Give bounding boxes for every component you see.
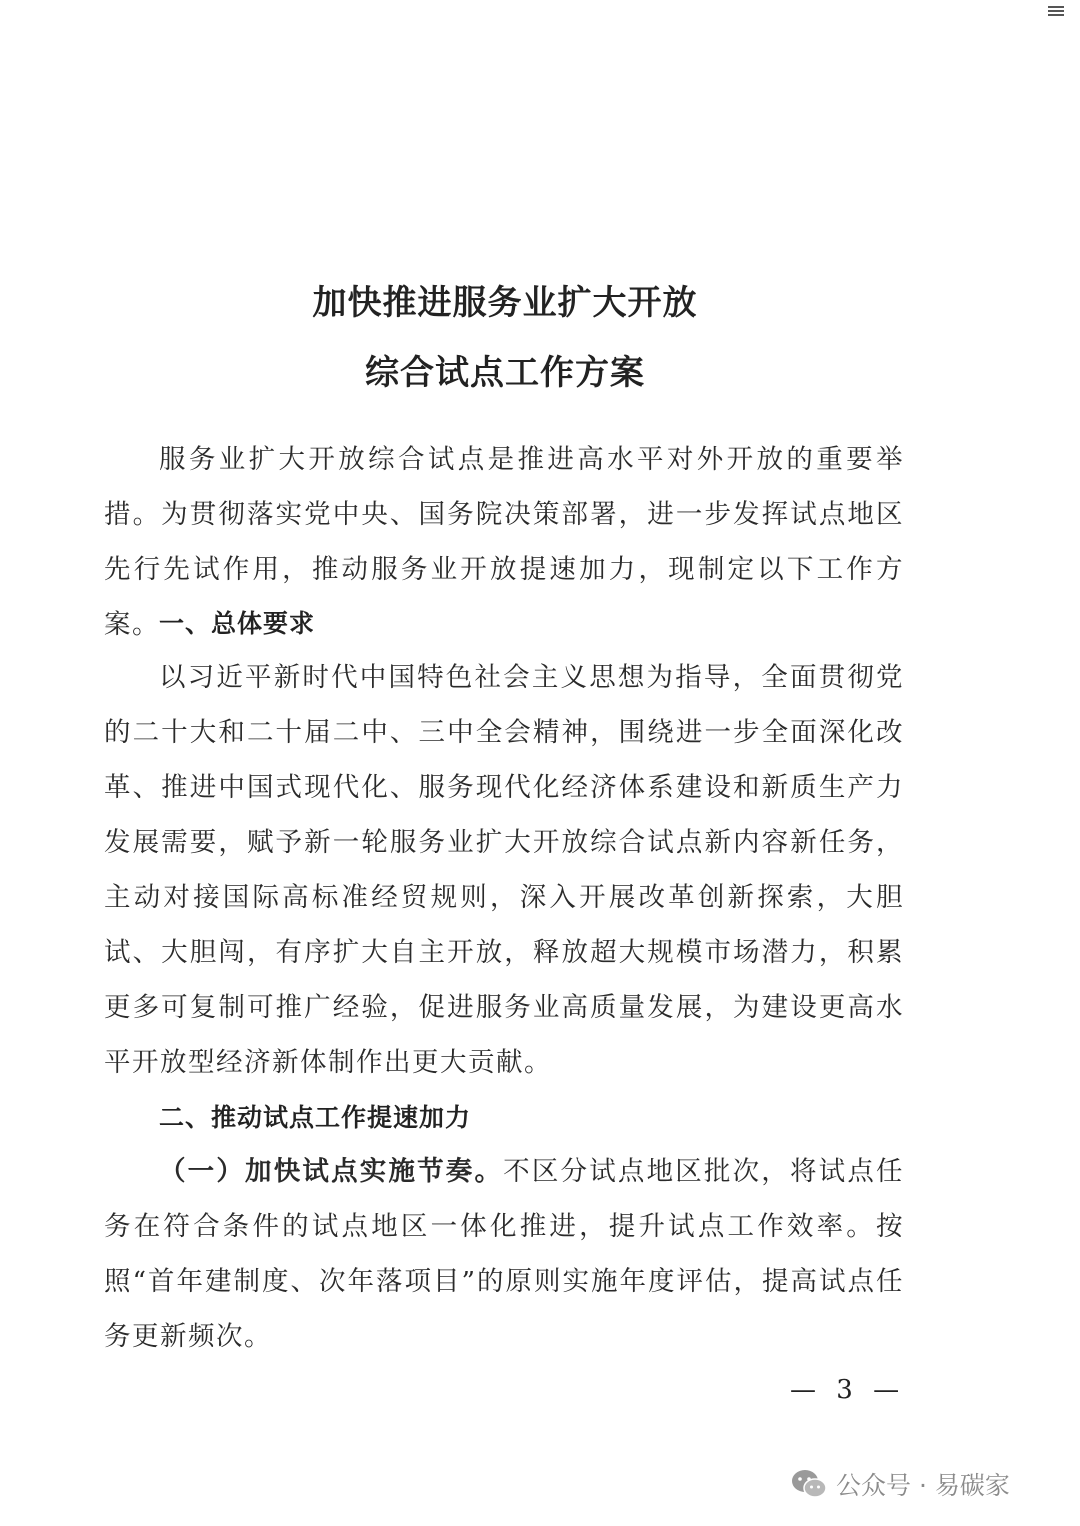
section2-heading: 二、推动试点工作提速加力 xyxy=(159,1103,472,1132)
section2-item1-text: 不区分试点地区批次，将试点任务在符合条件的试点地区一体化推进，提升试点工作效率。按照“首年建制度、次年落项目”的原则实施年度评估，提高试点任务更新频次。 xyxy=(104,1156,905,1352)
section2-item1-lead: （一）加快试点实施节奏。 xyxy=(159,1156,504,1187)
document-title-line2: 综合试点工作方案 xyxy=(365,352,645,393)
wechat-icon xyxy=(790,1468,828,1500)
document-title-line1: 加快推进服务业扩大开放 xyxy=(312,282,698,323)
section1-paragraph: 以习近平新时代中国特色社会主义思想为指导，全面贯彻党的二十大和二十届二中、三中全会精神，围绕进一步全面深化改革、推进中国式现代化、服务现代化经济体系建设和新质生产力发展需要，赋予新一轮服务业扩大开放综合试点新内容新任务，主动对接国际高标准经贸规则，深入开展改革创新探索，大胆试、大胆闯，有序扩大自主开放，释放超大规模市场潜力，积累更多可复制可推广经验，促进服务业高质量发展，为建设更高水平开放型经济新体制作出更大贡献。 xyxy=(104,662,904,1078)
section1-heading: 一、总体要求 xyxy=(159,609,316,638)
scan-corner-mark xyxy=(1048,6,1064,16)
watermark-text: 公众号 · 易碳家 xyxy=(836,1471,1010,1500)
section2-item1-paragraph xyxy=(104,1144,904,1364)
page-number: — 3 — xyxy=(790,1375,906,1405)
watermark xyxy=(790,1466,1010,1502)
intro-paragraph: 服务业扩大开放综合试点是推进高水平对外开放的重要举措。为贯彻落实党中央、国务院决策部署，进一步发挥试点地区先行先试作用，推动服务业开放提速加力，现制定以下工作方案。 xyxy=(104,444,904,640)
